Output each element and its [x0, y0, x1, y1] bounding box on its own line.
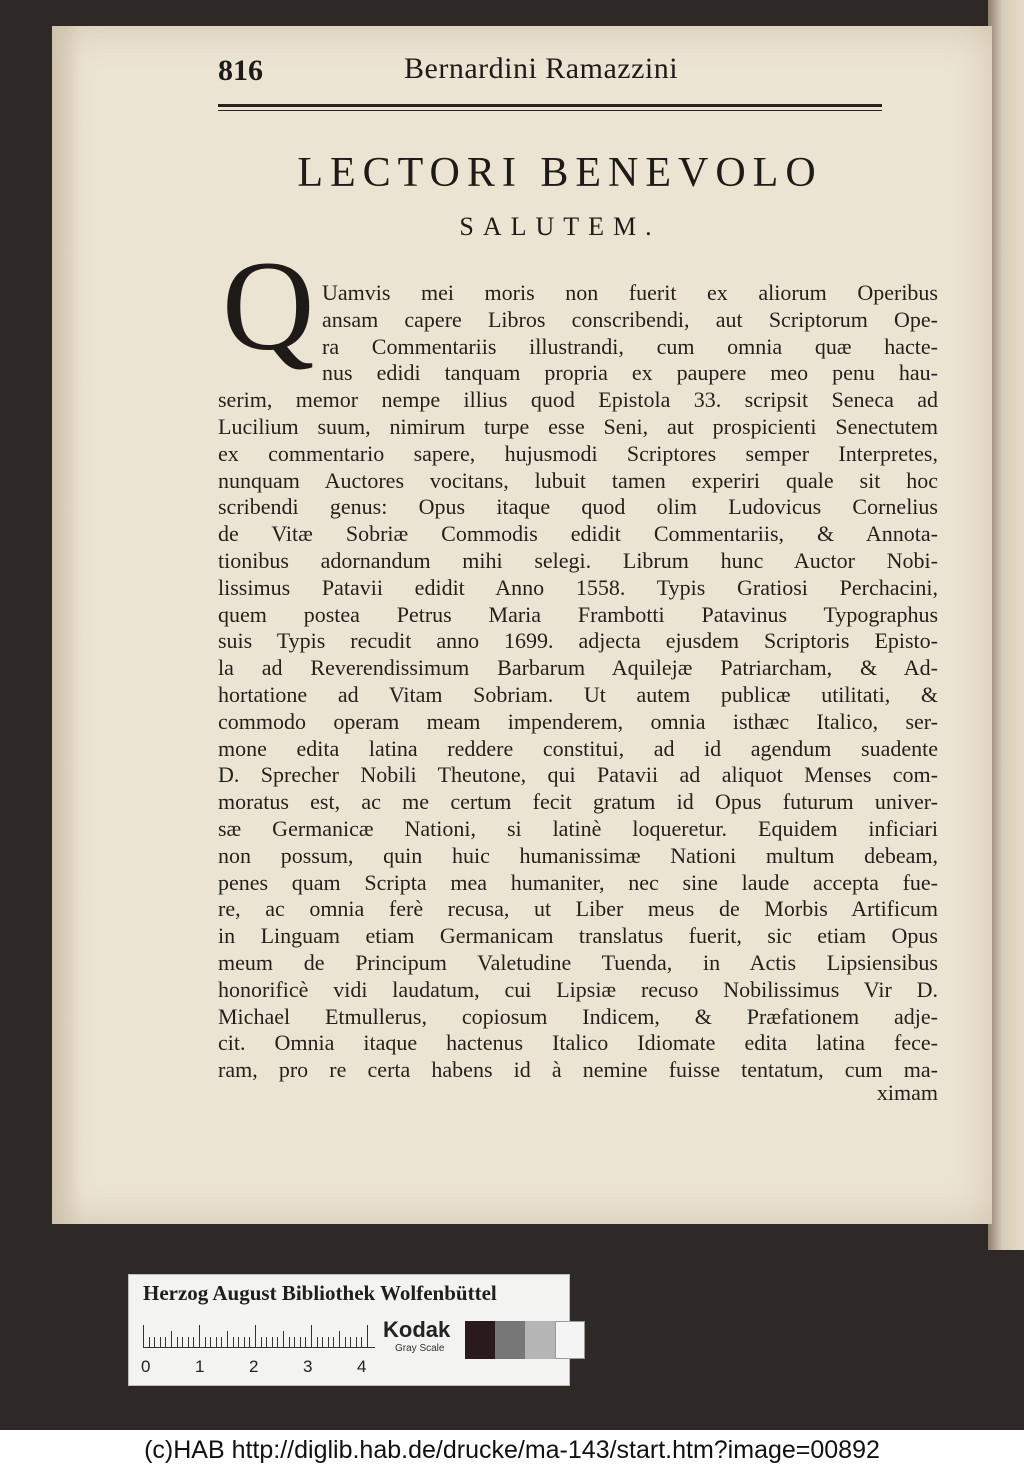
body-line: meum de Principum Valetudine Tuenda, in Actis Lipsiensibus: [218, 950, 938, 975]
ruler-tick: [300, 1337, 301, 1347]
ruler-tick: [272, 1337, 273, 1347]
ruler-tick: [193, 1337, 194, 1347]
ruler-tick: [283, 1331, 284, 1347]
ruler-tick: [165, 1337, 166, 1347]
body-line: commodo operam meam impenderem, omnia isthæc Italico, ser-: [218, 708, 938, 734]
ruler-number: 4: [357, 1357, 367, 1376]
ruler-tick: [221, 1337, 222, 1347]
page-number: 816: [218, 54, 263, 87]
scale-ruler: [143, 1321, 375, 1348]
ruler-tick: [171, 1331, 172, 1347]
ruler-tick: [249, 1337, 250, 1347]
ruler-tick: [339, 1331, 340, 1347]
body-line: de Vitæ Sobriæ Commodis edidit Commentariis, & Annota-: [218, 521, 938, 547]
ruler-tick: [361, 1337, 362, 1347]
body-line: scribendi genus: Opus itaque quod olim Ludovicus Cornelius: [218, 494, 938, 520]
ruler-tick: [227, 1331, 228, 1347]
body-line: mone edita latina reddere constitui, ad id agendum suadente: [218, 735, 938, 761]
ruler-tick: [205, 1337, 206, 1347]
gray-scale-label: Gray Scale: [395, 1343, 445, 1354]
ruler-tick: [261, 1337, 262, 1347]
ruler-number: 0: [141, 1357, 151, 1376]
ruler-tick: [294, 1337, 295, 1347]
ruler-tick: [182, 1337, 183, 1347]
ruler-tick: [233, 1337, 234, 1347]
ruler-tick: [143, 1325, 144, 1347]
body-line: D. Sprecher Nobili Theutone, qui Patavii ad aliquot Menses com-: [218, 762, 938, 788]
ruler-tick: [305, 1337, 306, 1347]
body-line: non possum, quin huic humanissimæ Nationi multum debeam,: [218, 842, 938, 868]
ruler-tick: [199, 1325, 200, 1347]
body-line: hortatione ad Vitam Sobriam. Ut autem publicæ utilitati, &: [218, 682, 938, 707]
ruler-tick: [244, 1337, 245, 1347]
body-line: lissimus Patavii edidit Anno 1558. Typis Gratiosi Perchacini,: [218, 574, 938, 600]
ruler-tick: [160, 1337, 161, 1347]
gray-patch: [465, 1321, 495, 1359]
body-line: in Linguam etiam Germanicam translatus fuerit, sic etiam Opus: [218, 923, 938, 949]
body-line: ram, pro re certa habens id à nemine fuisse tentatum, cum ma-: [218, 1057, 938, 1083]
ruler-tick: [216, 1337, 217, 1347]
ruler-tick: [255, 1325, 256, 1347]
body-line: nunquam Auctores vocitans, lubuit tamen experiri quale sit hoc: [218, 467, 938, 493]
catchword: ximam: [876, 1080, 938, 1105]
ruler-tick: [188, 1337, 189, 1347]
ruler-tick: [266, 1337, 267, 1347]
ruler-tick: [367, 1325, 368, 1347]
body-line: serim, memor nempe illius quod Epistola 33. scripsit Seneca ad: [218, 387, 938, 413]
body-line: penes quam Scripta mea humaniter, nec sine laude accepta fue-: [218, 869, 938, 895]
ruler-tick: [317, 1337, 318, 1347]
body-line: Uamvis mei moris non fuerit ex aliorum Operibus: [322, 280, 938, 305]
ruler-tick: [177, 1337, 178, 1347]
body-line: nus edidi tanquam propria ex paupere meo penu hau-: [322, 360, 938, 386]
color-calibration-bar: [128, 1274, 570, 1386]
ruler-tick: [333, 1337, 334, 1347]
ruler-tick: [322, 1337, 323, 1347]
facing-page-edge: [988, 0, 1024, 1250]
ruler-tick: [356, 1337, 357, 1347]
page-title: LECTORI BENEVOLO: [297, 150, 823, 196]
ruler-tick: [345, 1337, 346, 1347]
body-line: sæ Germanicæ Nationi, si latinè loqueretur. Equidem inficiari: [218, 816, 938, 841]
running-head: [218, 52, 908, 96]
body-line: re, ac omnia ferè recusa, ut Liber meus de Morbis Artificum: [218, 896, 938, 922]
ruler-tick: [311, 1325, 312, 1347]
ruler-tick: [277, 1337, 278, 1347]
body-line: tionibus adornandum mihi selegi. Librum hunc Auctor Nobi-: [218, 548, 938, 573]
body-line: honorificè vidi laudatum, cui Lipsiæ recuso Nobilissimus Vir D.: [218, 976, 938, 1002]
drop-cap: Q: [222, 235, 315, 377]
ruler-tick: [154, 1337, 155, 1347]
running-head-author: Bernardini Ramazzini: [404, 52, 679, 85]
ruler-number: 1: [195, 1357, 205, 1376]
body-line: suis Typis recudit anno 1699. adjecta ejusdem Scriptoris Episto-: [218, 628, 938, 654]
ruler-tick: [210, 1337, 211, 1347]
ruler-tick: [289, 1337, 290, 1347]
ruler-number: 3: [303, 1357, 313, 1376]
source-url-footer: (c)HAB http://diglib.hab.de/drucke/ma-143/start.htm?image=00892: [0, 1430, 1024, 1470]
library-label: Herzog August Bibliothek Wolfenbüttel: [143, 1281, 497, 1305]
body-line: Michael Etmullerus, copiosum Indicem, & Præfationem adje-: [218, 1003, 938, 1029]
body-line: Lucilium suum, nimirum turpe esse Seni, aut prospicienti Senectutem: [218, 414, 938, 439]
body-line: ra Commentariis illustrandi, cum omnia quæ hacte-: [322, 333, 938, 359]
ruler-tick: [350, 1337, 351, 1347]
body-line: ansam capere Libros conscribendi, aut Scriptorum Ope-: [322, 306, 938, 332]
body-line: cit. Omnia itaque hactenus Italico Idiomate edita latina fece-: [218, 1030, 938, 1056]
page-subtitle: SALUTEM.: [459, 212, 661, 241]
body-line: moratus est, ac me certum fecit gratum id Opus futurum univer-: [218, 789, 938, 815]
ruler-number: 2: [249, 1357, 259, 1376]
body-line: quem postea Petrus Maria Frambotti Patavinus Typographus: [218, 601, 938, 627]
ruler-tick: [149, 1337, 150, 1347]
gray-patch: [495, 1321, 525, 1359]
header-rule: [218, 104, 882, 107]
gray-patch: [555, 1321, 585, 1359]
kodak-logo: Kodak: [383, 1317, 451, 1342]
ruler-tick: [328, 1337, 329, 1347]
gray-patch: [525, 1321, 555, 1359]
ruler-tick: [238, 1337, 239, 1347]
body-line: ex commentario sapere, hujusmodi Scriptores semper Interpretes,: [218, 440, 938, 466]
body-line: la ad Reverendissimum Barbarum Aquilejæ Patriarcham, & Ad-: [218, 655, 938, 681]
